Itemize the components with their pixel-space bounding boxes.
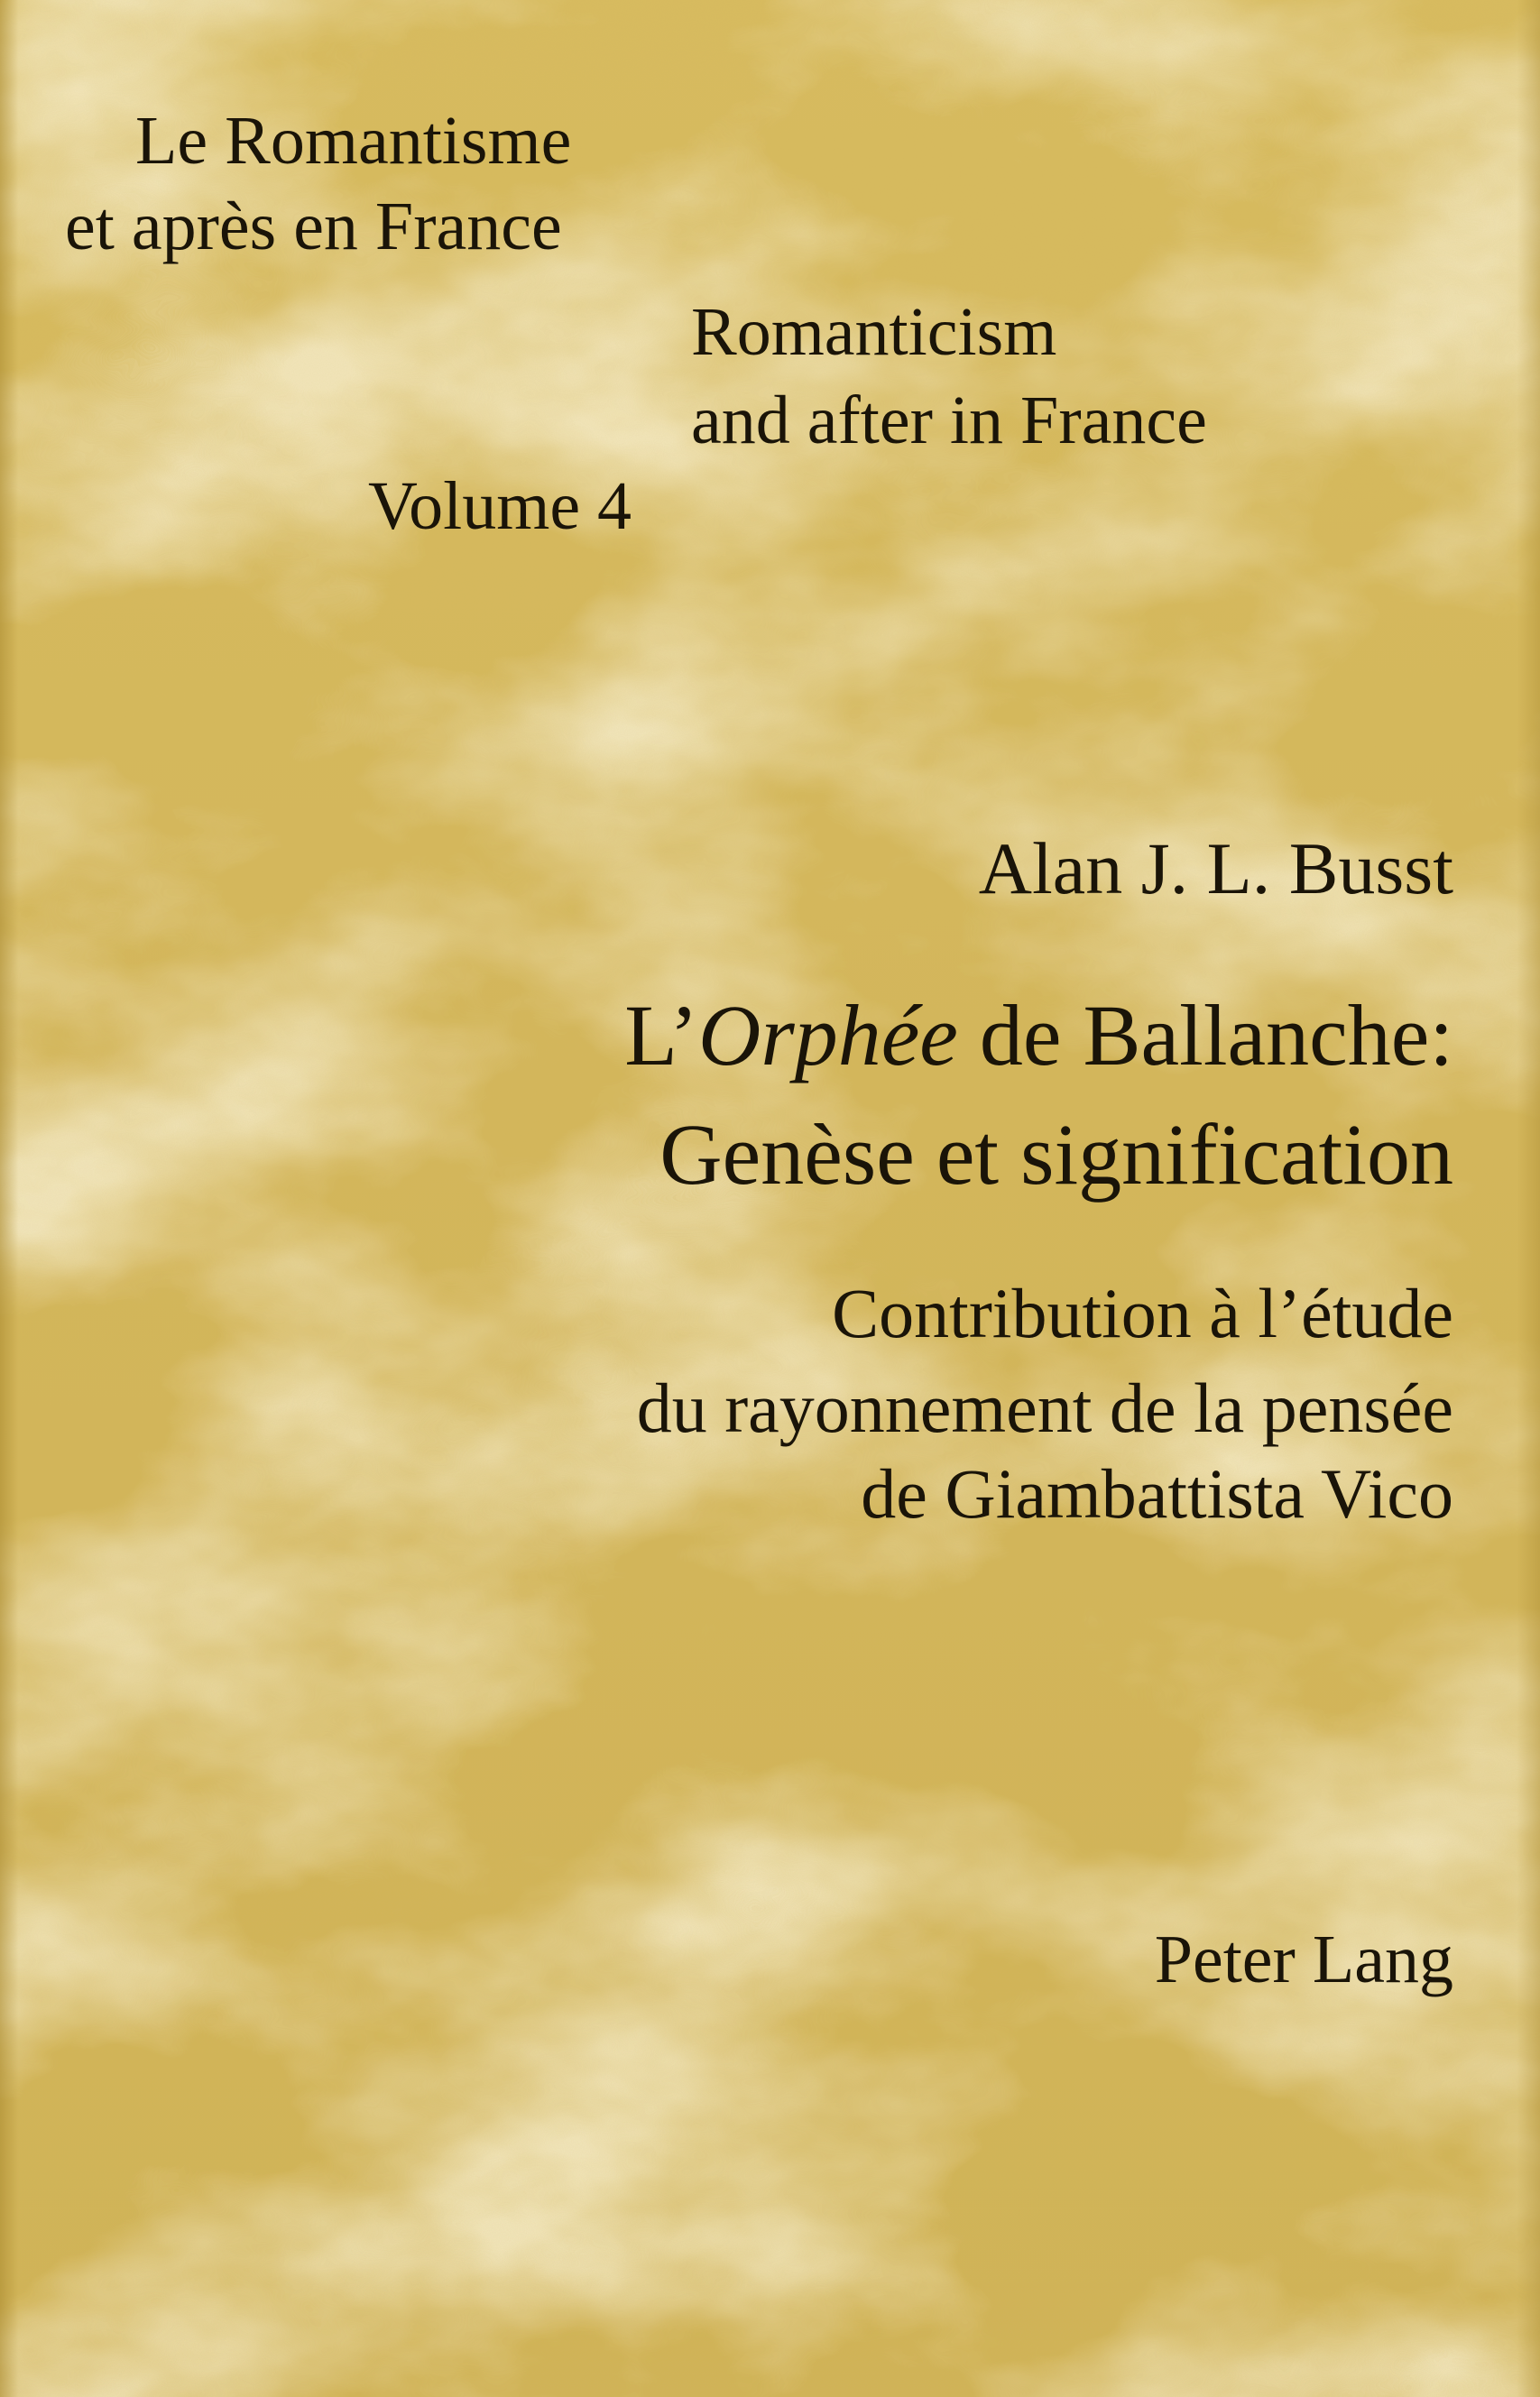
title-rest: de Ballanche: xyxy=(957,987,1453,1083)
subtitle-line1: Contribution à l’étude xyxy=(832,1274,1453,1352)
series-title-english-line1: Romanticism xyxy=(691,294,1057,370)
subtitle-line2: du rayonnement de la pensée xyxy=(636,1369,1453,1447)
series-title-english-line2: and after in France xyxy=(691,383,1207,458)
publisher-name: Peter Lang xyxy=(1154,1922,1453,1997)
author-name: Alan J. L. Busst xyxy=(978,827,1453,909)
title-prefix: L’ xyxy=(624,987,698,1083)
book-title-line1 xyxy=(624,987,1453,1083)
title-italic-orphee: Orphée xyxy=(698,987,958,1083)
series-volume: Volume 4 xyxy=(368,468,632,544)
series-title-french-line1: Le Romantisme xyxy=(135,103,572,179)
subtitle-line3: de Giambattista Vico xyxy=(861,1454,1453,1533)
series-title-french-line2: et après en France xyxy=(65,189,562,264)
book-title-line2: Genèse et signification xyxy=(659,1106,1453,1203)
